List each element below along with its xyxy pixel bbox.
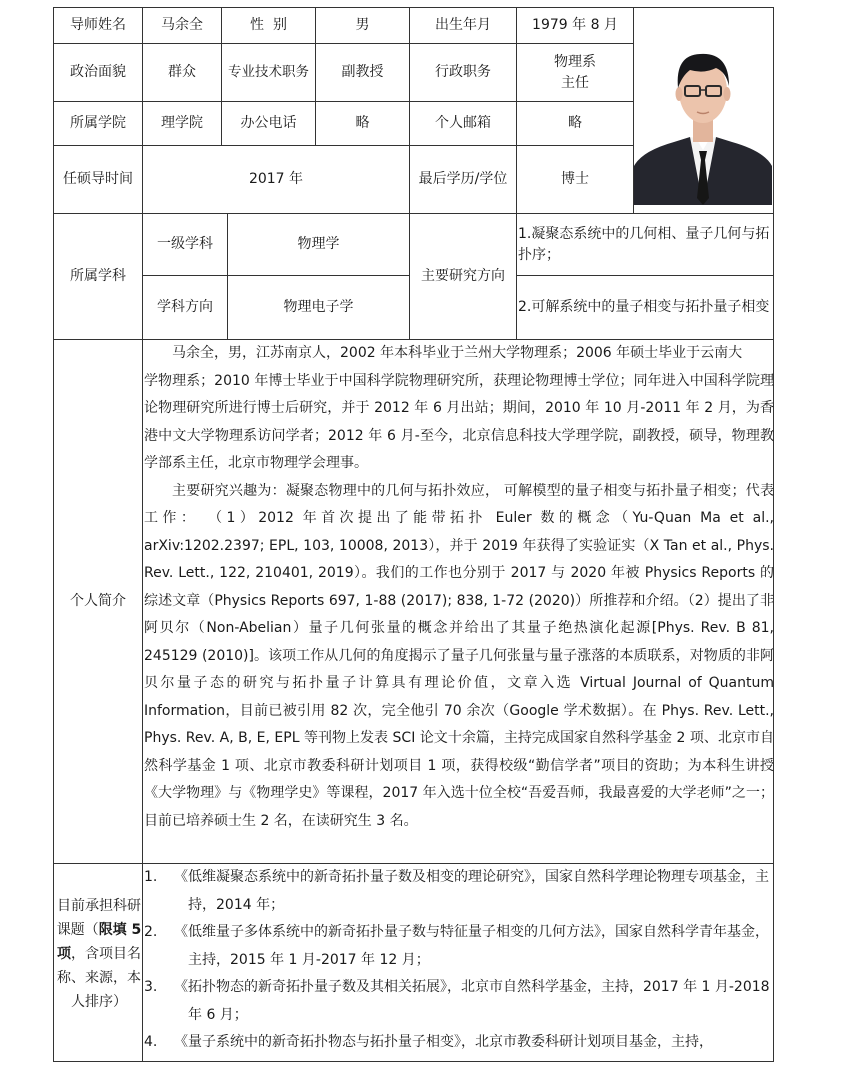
projects-list	[144, 864, 774, 1057]
gender-value: 男	[355, 17, 370, 33]
college-label: 所属学院	[70, 115, 126, 131]
birth-value: 1979 年 8 月	[532, 17, 618, 33]
admin-value: 物理系 主任	[554, 53, 596, 91]
profile-text	[144, 340, 774, 835]
project-item	[144, 1029, 774, 1057]
direction-value: 物理电子学	[283, 299, 354, 315]
project-item	[144, 919, 774, 974]
profile-paragraph-3: 主要研究兴趣为：凝聚态物理中的几何与拓扑效应， 可解模型的量子相变与拓扑量子相变；代表工作： （1）2012 年首次提出了能带拓扑 Euler 数的概念（Yu-Quan Ma et al., arXiv:1202.2397; EPL, 103, 10008, 2013），并于 2019 年获得了实验证实（X Tan et al., Phys. Rev. Lett., 122, 210401, 2019）。我们的工作也分别于 2017 与 2020 年被 Physics Reports 的综述文章（Physics Reports 697, 1-88 (2017); 838, 1-72 (2020)）所推荐和介绍。（2）提出了非阿贝尔（Non-Abelian）量子几何张量的概念并给出了其量子绝热演化起源[Phys. Rev. B 81, 245129 (2010)]。该项工作从几何的角度揭示了量子几何张量与量子涨落的本质联系，对物质的非阿贝尔量子态的研究与拓扑量子计算具有理论价值，文章入选 Virtual Journal of Quantum Information，目前已被引用 82 次，完全他引 70 余次（Google 学术数据）。在 Phys. Rev. Lett., Phys. Rev. A, B, E, EPL 等刊物上发表 SCI 论文十余篇，主持完成国家自然科学基金 2 项、北京市自然科学基金 1 项、北京市教委科研计划项目 1 项，获得校级“勤信学者”项目的资助；为本科生讲授《大学物理》与《物理学史》等课程，2017 年入选十位全校“吾爱吾师，我最喜爱的大学老师”之一；目前已培养硕士生 2 名，在读研究生 3 名。	[144, 482, 774, 829]
projects-label	[56, 894, 142, 1014]
college-value: 理学院	[161, 115, 203, 131]
project-text: 《低维凝聚态系统中的新奇拓扑量子数及相变的理论研究》，国家自然科学理论物理专项基金，主持，2014 年；	[174, 869, 769, 913]
project-number: 1.	[144, 869, 158, 885]
projects-label-limit: 限填 5 项	[57, 922, 142, 962]
research-direction-2: 2.可解系统中的量子相变与拓扑量子相变	[518, 299, 770, 315]
admin-label: 行政职务	[435, 64, 491, 80]
phone-label: 办公电话	[240, 115, 297, 131]
degree-label: 最后学历/学位	[418, 171, 508, 187]
projects-label-part2: ，含项目名称、来源，本人排序）	[57, 946, 141, 1010]
email-label: 个人邮箱	[435, 115, 491, 131]
name-label: 导师姓名	[70, 17, 126, 33]
politics-label: 政治面貌	[70, 64, 126, 80]
discipline-label: 所属学科	[70, 268, 126, 284]
project-number: 2.	[144, 924, 158, 940]
tutor-time-value: 2017 年	[248, 171, 304, 187]
politics-value: 群众	[168, 64, 196, 80]
project-number: 4.	[144, 1034, 158, 1050]
project-text: 《低维量子多体系统中的新奇拓扑量子数与特征量子相变的几何方法》，国家自然科学青年基金，主持，2015 年 1 月-2017 年 12 月；	[174, 924, 769, 968]
birth-label: 出生年月	[435, 17, 491, 33]
gender-label: 性 别	[250, 17, 287, 33]
research-direction-1: 1.凝聚态系统中的几何相、量子几何与拓扑序；	[518, 225, 770, 263]
projects-label-part1: 目前承担科研课题（	[56, 898, 141, 938]
title-label: 专业技术职务	[228, 64, 309, 80]
profile-label: 个人简介	[70, 593, 126, 609]
research-label: 主要研究方向	[421, 268, 505, 284]
title-value: 副教授	[341, 64, 384, 80]
degree-value: 博士	[561, 171, 589, 187]
project-text: 《量子系统中的新奇拓扑物态与拓扑量子相变》，北京市教委科研计划项目基金，主持，	[174, 1034, 713, 1050]
profile-paragraph-2: 学物理系；2010 年博士毕业于中国科学院物理研究所，获理论物理博士学位；同年进入中国科学院理论物理研究所进行博士后研究，并于 2012 年 6 月出站；期间，2010 年 10 月-2011 年 2 月，为香港中文大学物理系访问学者；2012 年 6 月-至今，北京信息科技大学理学院，副教授，硕导，物理教学部系主任，北京市物理学会理事。	[144, 372, 774, 471]
name-value: 马余全	[161, 17, 203, 33]
portrait-photo	[634, 8, 772, 205]
project-number: 3.	[144, 979, 158, 995]
profile-paragraph-1: 马余全，男，江苏南京人，2002 年本科毕业于兰州大学物理系；2006 年硕士毕业于云南大	[172, 345, 743, 361]
direction-label: 学科方向	[157, 299, 213, 315]
level1-value: 物理学	[297, 236, 340, 252]
phone-value: 略	[355, 115, 370, 131]
project-item	[144, 864, 774, 919]
project-text: 《拓扑物态的新奇拓扑量子数及其相关拓展》，北京市自然科学基金，主持，2017 年 1 月-2018 年 6 月；	[174, 979, 770, 1023]
project-item	[144, 974, 774, 1029]
tutor-time-label: 任硕导时间	[63, 171, 133, 187]
level1-label: 一级学科	[157, 236, 213, 252]
email-value: 略	[568, 115, 582, 131]
